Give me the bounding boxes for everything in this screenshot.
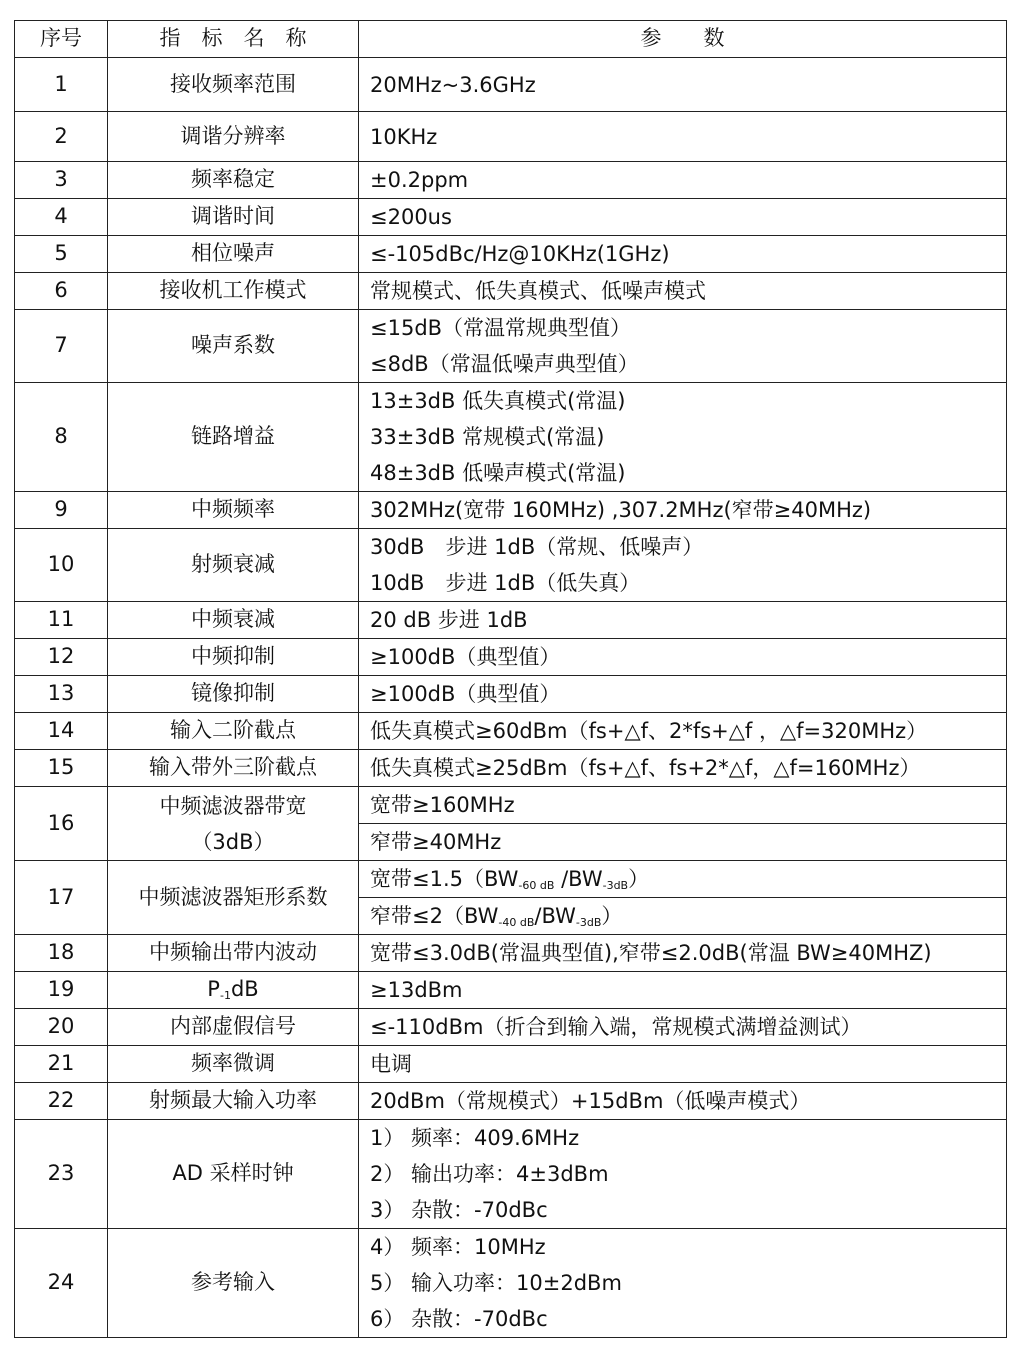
row-value <box>359 310 1007 383</box>
value-line: ≤-105dBc/Hz@10KHz(1GHz) <box>370 242 670 266</box>
value-line: 宽带≥160MHz <box>370 793 515 817</box>
table-row <box>15 750 1007 787</box>
value-line: 低失真模式≥25dBm（fs+△f、fs+2*△f，△f=160MHz） <box>370 756 921 780</box>
row-value <box>359 750 1007 787</box>
row-number: 16 <box>15 787 108 861</box>
value-line: ≤8dB（常温低噪声典型值） <box>370 352 639 376</box>
row-number: 19 <box>15 972 108 1009</box>
value-line: 33±3dB 常规模式(常温) <box>370 425 605 449</box>
row-value <box>359 639 1007 676</box>
row-number: 21 <box>15 1046 108 1083</box>
row-value <box>359 492 1007 529</box>
row-number: 23 <box>15 1120 108 1229</box>
row-name: 参考输入 <box>108 1229 359 1338</box>
row-name: 中频衰减 <box>108 602 359 639</box>
row-name <box>108 787 359 861</box>
table-row <box>15 972 1007 1009</box>
row-value <box>359 972 1007 1009</box>
row-number: 5 <box>15 236 108 273</box>
value-line: 20dBm（常规模式）+15dBm（低噪声模式） <box>370 1089 811 1113</box>
row-number: 6 <box>15 273 108 310</box>
row-value <box>359 112 1007 162</box>
header-indicator-name: 指 标 名 称 <box>108 21 359 58</box>
row-number: 8 <box>15 383 108 492</box>
table-row <box>15 273 1007 310</box>
row-name: 接收机工作模式 <box>108 273 359 310</box>
value-line: 30dB 步进 1dB（常规、低噪声） <box>370 535 704 559</box>
row-value <box>359 898 1007 935</box>
row-value <box>359 1046 1007 1083</box>
table-row <box>15 310 1007 383</box>
row-name: 输入带外三阶截点 <box>108 750 359 787</box>
value-line: 1） 频率：409.6MHz <box>370 1126 580 1150</box>
header-parameter: 参 数 <box>359 21 1007 58</box>
value-line: 13±3dB 低失真模式(常温) <box>370 389 626 413</box>
value-line <box>370 898 1006 934</box>
value-line: ≥100dB（典型值） <box>370 682 561 706</box>
row-value <box>359 383 1007 492</box>
row-number: 13 <box>15 676 108 713</box>
table-row <box>15 112 1007 162</box>
row-value <box>359 1120 1007 1229</box>
value-text: /BW <box>534 904 576 928</box>
table-row <box>15 861 1007 898</box>
name-text: dB <box>230 977 259 1002</box>
row-value <box>359 199 1007 236</box>
row-number: 22 <box>15 1083 108 1120</box>
row-name: 中频滤波器矩形系数 <box>108 861 359 935</box>
row-number: 2 <box>15 112 108 162</box>
table-row <box>15 713 1007 750</box>
row-value <box>359 861 1007 898</box>
row-number: 4 <box>15 199 108 236</box>
value-line: 常规模式、低失真模式、低噪声模式 <box>370 279 706 303</box>
row-value <box>359 824 1007 861</box>
row-name: 中频输出带内波动 <box>108 935 359 972</box>
value-text: /BW <box>554 867 603 891</box>
table-row <box>15 1083 1007 1120</box>
table-row <box>15 492 1007 529</box>
row-name: 频率稳定 <box>108 162 359 199</box>
row-number: 20 <box>15 1009 108 1046</box>
row-name: 接收频率范围 <box>108 58 359 112</box>
row-value <box>359 162 1007 199</box>
row-number: 3 <box>15 162 108 199</box>
value-line: 电调 <box>370 1052 412 1076</box>
value-text: 宽带≤1.5（BW <box>370 867 519 891</box>
value-line: ≥13dBm <box>370 978 463 1002</box>
row-value <box>359 713 1007 750</box>
row-value <box>359 1229 1007 1338</box>
row-value <box>359 787 1007 824</box>
value-line: 3） 杂散：-70dBc <box>370 1198 548 1222</box>
row-number: 11 <box>15 602 108 639</box>
value-line: 10dB 步进 1dB（低失真） <box>370 571 641 595</box>
row-name-line: （3dB） <box>191 829 275 854</box>
table-row <box>15 1046 1007 1083</box>
row-number: 1 <box>15 58 108 112</box>
row-value <box>359 529 1007 602</box>
table-row <box>15 199 1007 236</box>
table-row <box>15 787 1007 824</box>
row-number: 18 <box>15 935 108 972</box>
subscript: -40 dB <box>498 916 535 929</box>
subscript: -60 dB <box>518 879 555 892</box>
table-row <box>15 529 1007 602</box>
value-line: ≤-110dBm（折合到输入端，常规模式满增益测试） <box>370 1015 862 1039</box>
table-row <box>15 58 1007 112</box>
row-name <box>108 972 359 1009</box>
row-number: 10 <box>15 529 108 602</box>
table-row <box>15 676 1007 713</box>
row-value <box>359 236 1007 273</box>
value-text: 窄带≤2（BW <box>370 904 499 928</box>
value-line: 302MHz(宽带 160MHz) ,307.2MHz(窄带≥40MHz) <box>370 498 872 522</box>
subscript: -3dB <box>602 879 629 892</box>
row-number: 7 <box>15 310 108 383</box>
row-value <box>359 1083 1007 1120</box>
row-name: 中频频率 <box>108 492 359 529</box>
row-name: AD 采样时钟 <box>108 1120 359 1229</box>
row-name-line: 中频滤波器带宽 <box>159 793 307 818</box>
row-name: 相位噪声 <box>108 236 359 273</box>
spec-table-container <box>14 20 1007 1338</box>
row-number: 17 <box>15 861 108 935</box>
header-serial: 序号 <box>15 21 108 58</box>
value-text: ） <box>628 867 650 891</box>
row-value <box>359 273 1007 310</box>
spec-table <box>14 20 1007 1338</box>
row-number: 15 <box>15 750 108 787</box>
value-line: 宽带≤3.0dB(常温典型值),窄带≤2.0dB(常温 BW≥40MHZ) <box>370 941 932 965</box>
row-number: 9 <box>15 492 108 529</box>
row-name: 频率微调 <box>108 1046 359 1083</box>
table-row <box>15 1009 1007 1046</box>
value-line: ≤15dB（常温常规典型值） <box>370 316 632 340</box>
row-name: 输入二阶截点 <box>108 713 359 750</box>
table-row <box>15 639 1007 676</box>
value-line: ≤200us <box>370 205 452 229</box>
value-text: ） <box>601 904 623 928</box>
value-line: ≥100dB（典型值） <box>370 645 561 669</box>
row-name: 调谐分辨率 <box>108 112 359 162</box>
row-name: 链路增益 <box>108 383 359 492</box>
row-value <box>359 935 1007 972</box>
row-name: 调谐时间 <box>108 199 359 236</box>
row-name: 射频最大输入功率 <box>108 1083 359 1120</box>
subscript: -1 <box>219 989 231 1003</box>
row-value <box>359 1009 1007 1046</box>
value-line: 低失真模式≥60dBm（fs+△f、2*fs+△f ，△f=320MHz） <box>370 719 928 743</box>
row-value <box>359 676 1007 713</box>
name-text: P <box>207 977 220 1002</box>
row-name: 中频抑制 <box>108 639 359 676</box>
value-line: 20MHz~3.6GHz <box>370 72 536 97</box>
table-row <box>15 236 1007 273</box>
row-value <box>359 602 1007 639</box>
value-line: 48±3dB 低噪声模式(常温) <box>370 461 626 485</box>
value-line: 20 dB 步进 1dB <box>370 608 528 632</box>
value-line: ±0.2ppm <box>370 168 469 192</box>
table-row <box>15 162 1007 199</box>
row-number: 14 <box>15 713 108 750</box>
value-line: 窄带≥40MHz <box>370 830 502 854</box>
table-row <box>15 1120 1007 1229</box>
row-value <box>359 58 1007 112</box>
value-line: 4） 频率：10MHz <box>370 1235 546 1259</box>
value-line: 10KHz <box>370 124 438 149</box>
row-number: 12 <box>15 639 108 676</box>
row-name: 内部虚假信号 <box>108 1009 359 1046</box>
value-line: 6） 杂散：-70dBc <box>370 1307 548 1331</box>
value-line: 5） 输入功率：10±2dBm <box>370 1271 622 1295</box>
row-name: 噪声系数 <box>108 310 359 383</box>
table-row <box>15 1229 1007 1338</box>
row-name: 射频衰减 <box>108 529 359 602</box>
table-header-row <box>15 21 1007 58</box>
subscript: -3dB <box>575 916 602 929</box>
row-name: 镜像抑制 <box>108 676 359 713</box>
table-row <box>15 383 1007 492</box>
table-row <box>15 935 1007 972</box>
value-line: 2） 输出功率：4±3dBm <box>370 1162 609 1186</box>
table-row <box>15 602 1007 639</box>
value-line <box>370 861 1006 897</box>
row-number: 24 <box>15 1229 108 1338</box>
